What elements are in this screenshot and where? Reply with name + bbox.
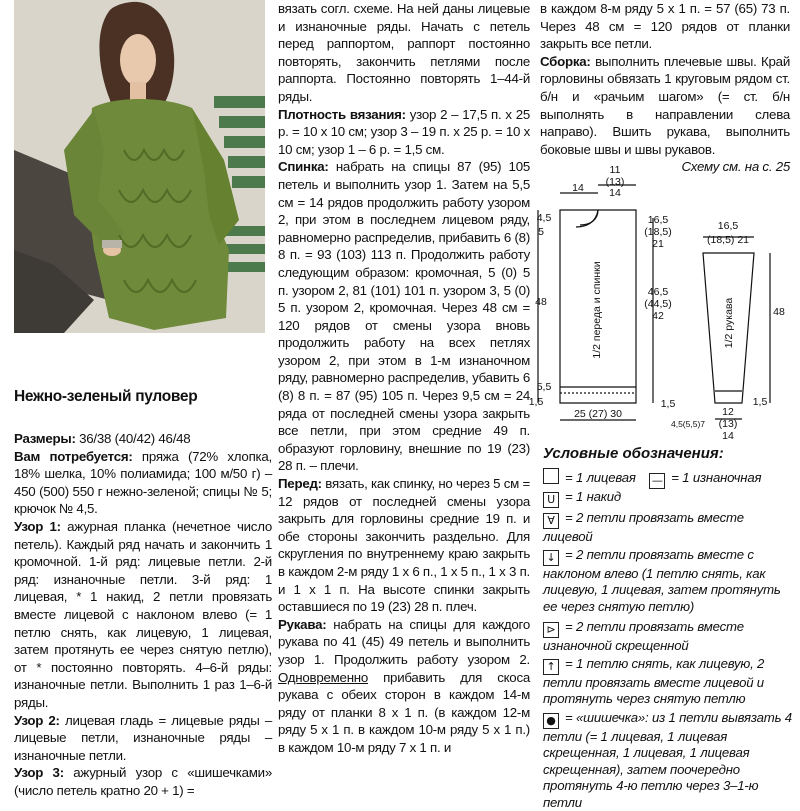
pattern3-cont-text: вязать согл. схеме. На ней даны лицевые и изнаночные ряды. Начать с петель перед раппортом, раппорт постоянно повторять, закончить петлями после раппорта. Постоянно повторять 1–44-й ряды. [278, 1, 530, 104]
body-dim-a: 46,5 [647, 286, 669, 298]
text-column-2 [278, 0, 530, 757]
pattern3-text: ажурный узор с «шишечками» (число петель кратно 20 + 1) = [14, 765, 272, 798]
neck-top: 11 [609, 165, 621, 176]
body-dim-c: 42 [652, 310, 664, 322]
legend-text-yarnover: = 1 накид [565, 489, 622, 504]
paragraph-pattern3-cont [278, 0, 530, 106]
paragraph-pattern1 [14, 518, 272, 712]
text-column-1 [14, 430, 272, 799]
bobble-symbol-icon: ● [543, 713, 559, 729]
sk2p-symbol-icon: ↑ [543, 659, 559, 675]
legend-text-p2tog-tbl: = 2 петли провязать вместе изнаночной скрещенной [543, 619, 744, 653]
legend-item-bobble [543, 710, 793, 811]
paragraph-back [278, 158, 530, 475]
armhole-b: (18,5) [644, 226, 672, 238]
sleeve-bot-a: 12 [722, 406, 734, 418]
sleeve-label: 1/2 рукава [723, 297, 735, 349]
sleeves-cont-text: в каждом 8-м ряду 5 х 1 п. = 57 (65) 73 п. Через 48 см = 120 рядов от планки закрыть все петли. [540, 1, 790, 52]
sleeves-label: Рукава: [278, 616, 327, 632]
paragraph-sleeves [278, 616, 530, 757]
sleeves-underlined-word: Одновременно [278, 669, 369, 685]
yarnover-symbol-icon: U [543, 492, 559, 508]
neck-mid: (13) [605, 176, 625, 188]
materials-label: Вам потребуется: [14, 448, 133, 464]
right-dim-15: 1,5 [660, 398, 676, 410]
width-bottom: 25 (27) 30 [574, 408, 622, 420]
pattern2-label: Узор 2: [14, 712, 60, 728]
armhole-a: 16,5 [647, 214, 669, 226]
front-label: Перед: [278, 476, 322, 492]
sleeve-top-a: 16,5 [717, 220, 739, 232]
body-dim-b: (44,5) [644, 298, 672, 310]
left-dim-48: 48 [535, 296, 547, 308]
paragraph-front [278, 475, 530, 616]
paragraph-pattern2 [14, 712, 272, 765]
gauge-label: Плотность вязания: [278, 106, 406, 122]
shoulder-line [598, 210, 636, 218]
paragraph-assembly [540, 53, 790, 159]
paragraph-pattern3 [14, 764, 272, 799]
left-dim-55: 5,5 [536, 381, 552, 393]
pattern1-text: ажурная планка (нечетное число петель). Каждый ряд начать и закончить 1 кромочной. 1-й ряд: лицевые петли. 2-й ряд: изнаночные петли. 3-й ряд: 1 лицевая, * 1 накид, 2 петли провязать вместе лицевой с наклоном влево (= 1 петлю снять, как лицевую, 1 лицевая, затем протянуть ее через снятую петлю), от * постоянно повторять. 4–6-й ряды: изнаночные петли. Выполнить 1 раз 1–6-й ряды. [14, 518, 272, 710]
legend-item-ssk [543, 547, 793, 615]
body-label: 1/2 переда и спинки [591, 261, 603, 359]
left-dim-5: 5 [538, 226, 544, 238]
neck-bot: 14 [609, 187, 621, 199]
sizes-text: 36/38 (40/42) 46/48 [75, 431, 191, 446]
legend-text-bobble: = «шишечка»: из 1 петли вывязать 4 петли (= 1 лицевая, 1 лицевая скрещенная, 1 лицевая, 1 лицевая скрещенная), затем поочередно протянуть 4-ю петлю через 3–1-ю петли [543, 710, 792, 810]
model-photo [14, 0, 265, 333]
left-dim-15: 1,5 [528, 396, 544, 408]
sleeve-bot-b: (13) [718, 418, 738, 430]
neckline [560, 210, 598, 227]
legend-item-yarnover [543, 489, 793, 508]
legend-title: Условные обозначения: [543, 445, 724, 462]
pattern2-text: лицевая гладь = лицевые ряды – лицевые петли, изнаночные ряды – изнаночные петли. [14, 712, 272, 763]
gauge-text: узор 2 – 17,5 п. х 25 р. = 10 х 10 см; узор 3 – 19 п. х 25 р. = 10 х 10 см; узор 1 – 6 р. = 1,5 см. [278, 106, 530, 157]
left-dim-45: 4,5 [536, 212, 552, 224]
materials-text: пряжа (72% хлопка, 18% шелка, 10% полиамида; 100 м/50 г) – 450 (500) 550 г нежно-зеленой; спицы № 5; крючок № 4,5. [14, 448, 272, 517]
sleeve-dim-48: 48 [773, 306, 785, 318]
shoulder-dim: 14 [572, 182, 584, 194]
paragraph-materials [14, 448, 272, 518]
article-title: Нежно-зеленый пуловер [14, 388, 198, 405]
legend-text-ssk: = 2 петли провязать вместе с наклоном влево (1 петлю снять, как лицевую, 1 лицевая, затем протянуть ее через снятую петлю) [543, 547, 781, 614]
sleeve-top-b: (18,5) 21 [706, 234, 750, 246]
text-column-3 [540, 0, 790, 176]
k2tog-symbol-icon: ∀ [543, 513, 559, 529]
paragraph-gauge [278, 106, 530, 159]
paragraph-sizes [14, 430, 272, 448]
sizes-label: Размеры: [14, 431, 76, 446]
knit-symbol-icon [543, 468, 559, 484]
assembly-label: Сборка: [540, 53, 591, 69]
paragraph-sleeves-cont [540, 0, 790, 53]
legend-text-k2tog: = 2 петли провязать вместе лицевой [543, 510, 744, 544]
purl-symbol-icon: — [649, 473, 665, 489]
pattern3-label: Узор 3: [14, 765, 64, 781]
sleeve-dim-15: 1,5 [752, 396, 768, 408]
legend-text-sk2p: = 1 петлю снять, как лицевую, 2 петли провязать вместе лицевой и протянуть через снятую петлю [543, 656, 765, 707]
front-text: вязать, как спинку, но через 5 см = 12 рядов от последней смены узора закрыть для горловины средние 19 п. и обе стороны закончить раздельно. Для скругления по внутреннему краю закрыть в каждом 2-м ряду 1 х 6 п., 1 х 5 п., 1 х 3 п. и 1 х 1 п. На высоте спинки закрыть оставшиеся по 19 (23) 28 п. плеч. [278, 476, 530, 615]
sleeves-text: набрать на спицы для каждого рукава по 41 (45) 49 петель и выполнить узор 1. Продолжить работу узором 2. [278, 616, 530, 667]
sleeve-bot-c: 14 [722, 430, 734, 440]
ssk-symbol-icon: ↓ [543, 550, 559, 566]
legend-item-k2tog [543, 510, 793, 545]
pattern-schema [528, 165, 798, 440]
p2tog-tbl-symbol-icon: ⊳ [543, 622, 559, 638]
legend-text-purl: = 1 изнаночная [671, 470, 762, 485]
legend-text-knit: = 1 лицевая [565, 470, 636, 485]
back-text: набрать на спицы 87 (95) 105 петель и выполнить узор 1. Затем на 5,5 см = 14 рядов продолжить работу узором 2, при этом в последнем лицевом ряду, равномерно распределив, прибавить 6 (8) 8 п. = 93 (103) 113 п. Продолжить работу следующим образом: кромочная, 5 (0) 5 п. узором 2, 81 (101) 101 п. узором 3, 5 (0) 5 п. узором 2, кромочная. Через 48 см = 120 рядов от смены узора вновь продолжить работу на всех петлях узором 2, при этом в 1-м изнаночном ряду, равномерно распределив, убавить 6 (8) 8 п. = 87 (95) 105 п. Через 9,5 см = 24 ряда от последней смены узора закрыть все петли, при этом средние 49 п. образуют горловину, внешние по 19 (23) 28 п. – плечи. [278, 159, 530, 474]
armhole-c: 21 [652, 238, 664, 250]
sleeves-text-tail: прибавить для скоса рукава с обеих сторон в каждом 14-м ряду от планки 8 х 1 п. (в каждом 12-м ряду 5 х 1 п. в каждом 10-м ряду 5 х 1 п.) в каждом 10-м ряду 7 х 1 п. и [278, 669, 530, 755]
legend-item-p2tog-tbl [543, 619, 793, 654]
pattern1-label: Узор 1: [14, 518, 61, 534]
model-photo-illustration [14, 0, 265, 333]
legend-item-sk2p [543, 656, 793, 708]
scheme-reference: Схему см. на с. 25 [681, 159, 790, 175]
back-label: Спинка: [278, 159, 329, 175]
assembly-text: выполнить плечевые швы. Край горловины обвязать 1 круговым рядом ст. б/н и «рачьим шагом» (= ст. б/н выполнять в направлении слева направо). Вшить рукава, выполнить боковые швы и швы рукавов. [540, 53, 790, 157]
sleeve-left-dim: 4,5(5,5)7 [670, 419, 706, 429]
legend-item-knit [543, 468, 793, 489]
